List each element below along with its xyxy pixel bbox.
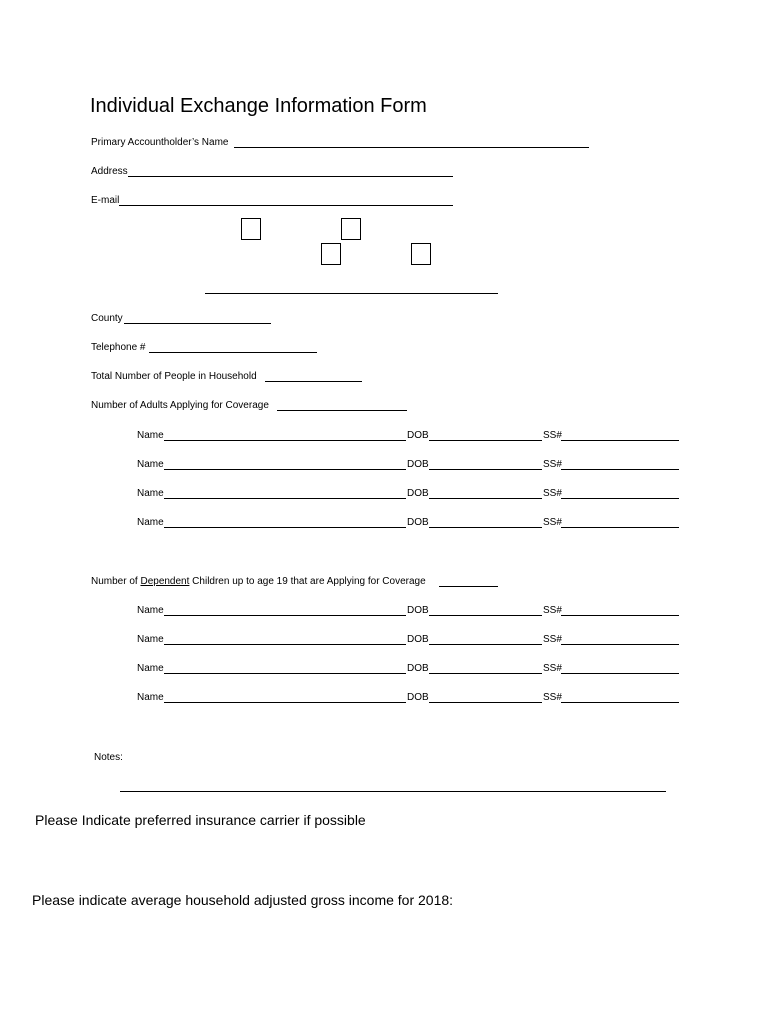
adult-4-ss-field[interactable]	[561, 527, 679, 528]
adult-4-dob-label: DOB	[407, 517, 429, 528]
telephone-field[interactable]	[149, 352, 317, 353]
adult-3-ss-label: SS#	[543, 488, 562, 499]
adult-2-name-field[interactable]	[164, 469, 406, 470]
adult-1-ss-field[interactable]	[561, 440, 679, 441]
child-1-dob-label: DOB	[407, 605, 429, 616]
child-1-name-label: Name	[137, 605, 164, 616]
child-4-dob-field[interactable]	[429, 702, 542, 703]
email-field[interactable]	[119, 205, 453, 206]
income-prompt: Please indicate average household adjusted gross income for 2018:	[32, 892, 454, 908]
household-total-label: Total Number of People in Household	[91, 371, 257, 382]
notes-field[interactable]	[120, 791, 666, 792]
child-1-ss-label: SS#	[543, 605, 562, 616]
child-4-name-field[interactable]	[164, 702, 406, 703]
adult-1-dob-label: DOB	[407, 430, 429, 441]
adult-3-dob-field[interactable]	[429, 498, 542, 499]
child-2-dob-label: DOB	[407, 634, 429, 645]
child-3-ss-label: SS#	[543, 663, 562, 674]
adult-3-name-label: Name	[137, 488, 164, 499]
child-1-ss-field[interactable]	[561, 615, 679, 616]
children-label-post: Children up to age 19 that are Applying for Coverage	[189, 576, 426, 587]
adult-2-dob-label: DOB	[407, 459, 429, 470]
children-label-dependent: Dependent	[140, 576, 190, 587]
child-2-ss-field[interactable]	[561, 644, 679, 645]
adult-1-name-field[interactable]	[164, 440, 406, 441]
child-3-dob-field[interactable]	[429, 673, 542, 674]
children-label	[91, 576, 426, 588]
county-label: County	[91, 313, 123, 324]
adult-1-ss-label: SS#	[543, 430, 562, 441]
child-2-ss-label: SS#	[543, 634, 562, 645]
email-label: E-mail	[91, 195, 120, 206]
child-2-name-field[interactable]	[164, 644, 406, 645]
adult-2-name-label: Name	[137, 459, 164, 470]
checkbox-2[interactable]	[341, 218, 361, 240]
child-3-name-field[interactable]	[164, 673, 406, 674]
adult-4-name-field[interactable]	[164, 527, 406, 528]
child-3-name-label: Name	[137, 663, 164, 674]
adult-4-ss-label: SS#	[543, 517, 562, 528]
child-3-dob-label: DOB	[407, 663, 429, 674]
form-title: Individual Exchange Information Form	[90, 95, 427, 117]
child-4-ss-label: SS#	[543, 692, 562, 703]
notes-label: Notes:	[94, 752, 123, 763]
adults-label: Number of Adults Applying for Coverage	[91, 400, 269, 411]
address-field[interactable]	[128, 176, 453, 177]
child-4-ss-field[interactable]	[561, 702, 679, 703]
adult-1-name-label: Name	[137, 430, 164, 441]
child-2-dob-field[interactable]	[429, 644, 542, 645]
unlabeled-field[interactable]	[205, 293, 498, 294]
adult-3-dob-label: DOB	[407, 488, 429, 499]
child-2-name-label: Name	[137, 634, 164, 645]
adult-2-dob-field[interactable]	[429, 469, 542, 470]
telephone-label: Telephone #	[91, 342, 146, 353]
child-1-name-field[interactable]	[164, 615, 406, 616]
adult-4-name-label: Name	[137, 517, 164, 528]
child-4-dob-label: DOB	[407, 692, 429, 703]
child-1-dob-field[interactable]	[429, 615, 542, 616]
adult-3-ss-field[interactable]	[561, 498, 679, 499]
primary-name-field[interactable]	[234, 147, 589, 148]
child-3-ss-field[interactable]	[561, 673, 679, 674]
county-field[interactable]	[124, 323, 271, 324]
adult-4-dob-field[interactable]	[429, 527, 542, 528]
adult-2-ss-field[interactable]	[561, 469, 679, 470]
checkbox-3[interactable]	[321, 243, 341, 265]
checkbox-1[interactable]	[241, 218, 261, 240]
address-label: Address	[91, 166, 128, 177]
adults-count-field[interactable]	[277, 410, 407, 411]
children-label-pre: Number of	[91, 576, 141, 587]
carrier-prompt: Please Indicate preferred insurance carrier if possible	[35, 812, 366, 828]
adult-1-dob-field[interactable]	[429, 440, 542, 441]
children-count-field[interactable]	[439, 586, 498, 587]
adult-3-name-field[interactable]	[164, 498, 406, 499]
primary-name-label: Primary Accountholder’s Name	[91, 137, 229, 148]
checkbox-4[interactable]	[411, 243, 431, 265]
child-4-name-label: Name	[137, 692, 164, 703]
household-total-field[interactable]	[265, 381, 362, 382]
adult-2-ss-label: SS#	[543, 459, 562, 470]
